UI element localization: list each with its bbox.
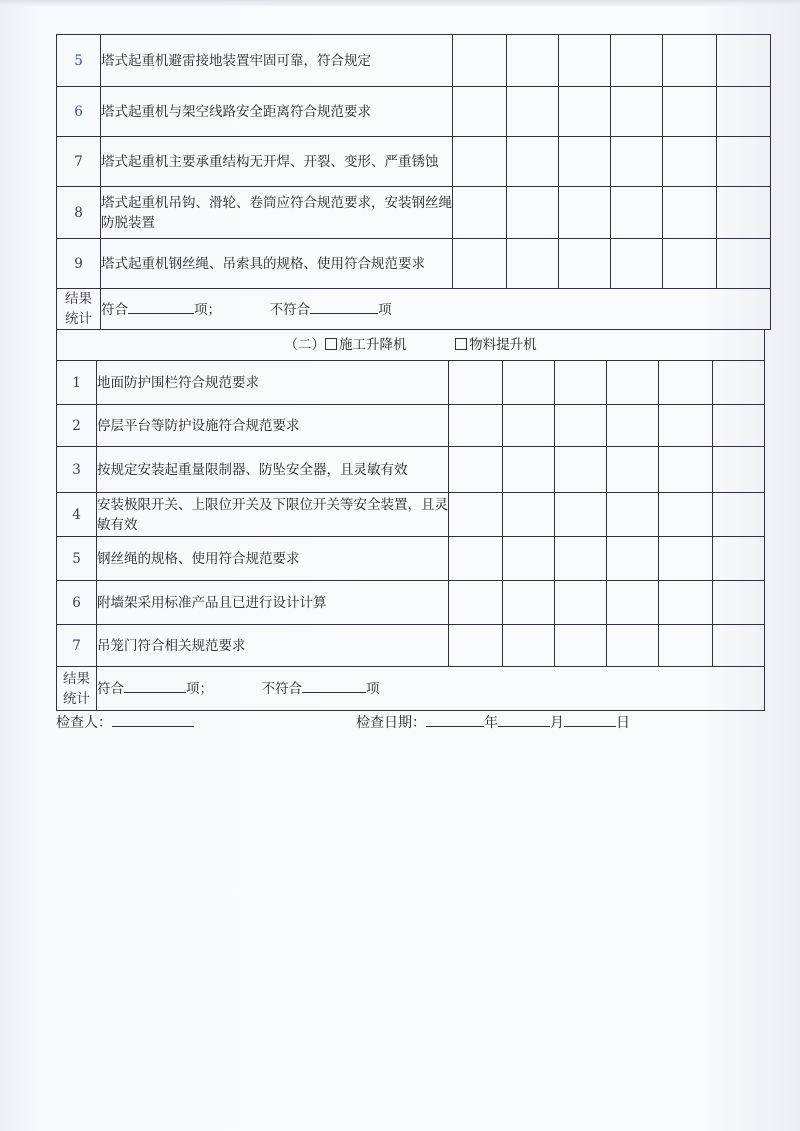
check-cell[interactable] <box>507 239 559 289</box>
table-row <box>57 137 771 187</box>
check-item-text: 按规定安装起重量限制器、防坠安全器，且灵敏有效 <box>97 447 449 493</box>
check-cell[interactable] <box>507 187 559 239</box>
check-cell[interactable] <box>713 625 765 667</box>
row-number: 6 <box>57 87 101 137</box>
row-number: 6 <box>57 581 97 625</box>
check-item-text: 停层平台等防护设施符合规范要求 <box>97 405 449 447</box>
check-item-text: 吊笼门符合相关规范要求 <box>97 625 449 667</box>
table-row <box>57 537 765 581</box>
check-cell[interactable] <box>503 581 555 625</box>
check-cell[interactable] <box>659 537 713 581</box>
check-cell[interactable] <box>555 625 607 667</box>
check-cell[interactable] <box>611 35 663 87</box>
row-number: 8 <box>57 187 101 239</box>
table-row <box>57 239 771 289</box>
month-blank[interactable] <box>498 712 550 727</box>
table-row <box>57 87 771 137</box>
check-cell[interactable] <box>453 137 507 187</box>
check-cell[interactable] <box>449 581 503 625</box>
check-cell[interactable] <box>449 493 503 537</box>
year-blank[interactable] <box>426 712 484 727</box>
check-item-text: 地面防护围栏符合规范要求 <box>97 361 449 405</box>
check-cell[interactable] <box>611 239 663 289</box>
check-cell[interactable] <box>659 493 713 537</box>
check-cell[interactable] <box>659 625 713 667</box>
check-cell[interactable] <box>449 361 503 405</box>
check-cell[interactable] <box>717 87 771 137</box>
day-blank[interactable] <box>564 712 616 727</box>
inspector-field: 检查人： <box>56 712 194 732</box>
check-cell[interactable] <box>713 405 765 447</box>
check-cell[interactable] <box>449 537 503 581</box>
check-item-text: 安装极限开关、上限位开关及下限位开关等安全装置，且灵敏有效 <box>97 493 449 537</box>
summary-row <box>57 667 765 711</box>
check-item-text: 塔式起重机避雷接地装置牢固可靠，符合规定 <box>101 35 453 87</box>
check-cell[interactable] <box>453 87 507 137</box>
check-cell[interactable] <box>507 35 559 87</box>
check-cell[interactable] <box>663 87 717 137</box>
row-number: 7 <box>57 137 101 187</box>
check-cell[interactable] <box>713 537 765 581</box>
table-row <box>57 405 765 447</box>
check-cell[interactable] <box>449 447 503 493</box>
check-cell[interactable] <box>607 581 659 625</box>
row-number: 7 <box>57 625 97 667</box>
check-cell[interactable] <box>503 493 555 537</box>
material-lift-checkbox[interactable] <box>455 338 467 350</box>
check-cell[interactable] <box>503 625 555 667</box>
check-cell[interactable] <box>559 239 611 289</box>
check-cell[interactable] <box>713 447 765 493</box>
table-row <box>57 581 765 625</box>
check-cell[interactable] <box>713 361 765 405</box>
row-number: 1 <box>57 361 97 405</box>
check-item-text: 附墙架采用标准产品且已进行设计计算 <box>97 581 449 625</box>
conform-count-blank[interactable] <box>124 678 186 693</box>
equipment-category: （二） 施工升降机 物料提升机 <box>57 330 765 361</box>
check-item-text: 塔式起重机吊钩、滑轮、卷筒应符合规范要求，安装钢丝绳防脱装置 <box>101 187 453 239</box>
check-cell[interactable] <box>453 187 507 239</box>
summary-body: 符合 项； 不符合 项 <box>97 667 765 711</box>
check-cell[interactable] <box>659 447 713 493</box>
check-cell[interactable] <box>717 137 771 187</box>
table-row <box>57 625 765 667</box>
check-cell[interactable] <box>663 239 717 289</box>
row-number: 5 <box>57 537 97 581</box>
check-cell[interactable] <box>449 625 503 667</box>
table-row <box>57 187 771 239</box>
check-cell[interactable] <box>607 537 659 581</box>
check-cell[interactable] <box>607 405 659 447</box>
row-number: 9 <box>57 239 101 289</box>
check-cell[interactable] <box>555 581 607 625</box>
inspection-date-field: 检查日期： 年 月 日 <box>356 712 630 732</box>
table-row <box>57 361 765 405</box>
check-cell[interactable] <box>555 405 607 447</box>
check-cell[interactable] <box>607 625 659 667</box>
check-cell[interactable] <box>559 87 611 137</box>
check-cell[interactable] <box>607 493 659 537</box>
check-item-text: 塔式起重机与架空线路安全距离符合规范要求 <box>101 87 453 137</box>
row-number: 3 <box>57 447 97 493</box>
check-cell[interactable] <box>559 137 611 187</box>
hoist-check-table <box>56 329 765 711</box>
check-cell[interactable] <box>503 361 555 405</box>
hoist-checkbox[interactable] <box>325 338 337 350</box>
check-cell[interactable] <box>611 87 663 137</box>
row-number: 4 <box>57 493 97 537</box>
check-cell[interactable] <box>663 137 717 187</box>
summary-label: 结果 统计 <box>57 667 97 711</box>
scan-edge <box>0 0 800 6</box>
check-cell[interactable] <box>503 447 555 493</box>
check-cell[interactable] <box>555 447 607 493</box>
crane-check-table <box>56 34 771 330</box>
check-cell[interactable] <box>717 239 771 289</box>
row-number: 2 <box>57 405 97 447</box>
check-cell[interactable] <box>659 581 713 625</box>
check-cell[interactable] <box>663 35 717 87</box>
table-row <box>57 447 765 493</box>
summary-row <box>57 289 771 330</box>
check-item-text: 塔式起重机主要承重结构无开焊、开裂、变形、严重锈蚀 <box>101 137 453 187</box>
check-cell[interactable] <box>453 239 507 289</box>
check-cell[interactable] <box>555 537 607 581</box>
check-cell[interactable] <box>503 537 555 581</box>
check-cell[interactable] <box>663 187 717 239</box>
check-item-text: 塔式起重机钢丝绳、吊索具的规格、使用符合规范要求 <box>101 239 453 289</box>
check-cell[interactable] <box>559 187 611 239</box>
check-cell[interactable] <box>503 405 555 447</box>
check-cell[interactable] <box>507 137 559 187</box>
check-cell[interactable] <box>713 581 765 625</box>
nonconform-count-blank[interactable] <box>310 299 378 314</box>
inspector-name-blank[interactable] <box>112 712 194 727</box>
category-row <box>57 330 765 361</box>
check-cell[interactable] <box>607 447 659 493</box>
conform-count-blank[interactable] <box>128 299 194 314</box>
summary-body: 符合 项； 不符合 项 <box>101 289 771 330</box>
check-cell[interactable] <box>559 35 611 87</box>
check-cell[interactable] <box>611 187 663 239</box>
row-number: 5 <box>57 35 101 87</box>
summary-label: 结果 统计 <box>57 289 101 330</box>
check-cell[interactable] <box>717 187 771 239</box>
check-cell[interactable] <box>555 361 607 405</box>
check-cell[interactable] <box>607 361 659 405</box>
check-cell[interactable] <box>453 35 507 87</box>
nonconform-count-blank[interactable] <box>302 678 366 693</box>
check-cell[interactable] <box>507 87 559 137</box>
check-cell[interactable] <box>611 137 663 187</box>
table-row <box>57 493 765 537</box>
check-cell[interactable] <box>555 493 607 537</box>
check-cell[interactable] <box>717 35 771 87</box>
check-cell[interactable] <box>659 405 713 447</box>
check-cell[interactable] <box>659 361 713 405</box>
table-row <box>57 35 771 87</box>
check-item-text: 钢丝绳的规格、使用符合规范要求 <box>97 537 449 581</box>
check-cell[interactable] <box>449 405 503 447</box>
check-cell[interactable] <box>713 493 765 537</box>
